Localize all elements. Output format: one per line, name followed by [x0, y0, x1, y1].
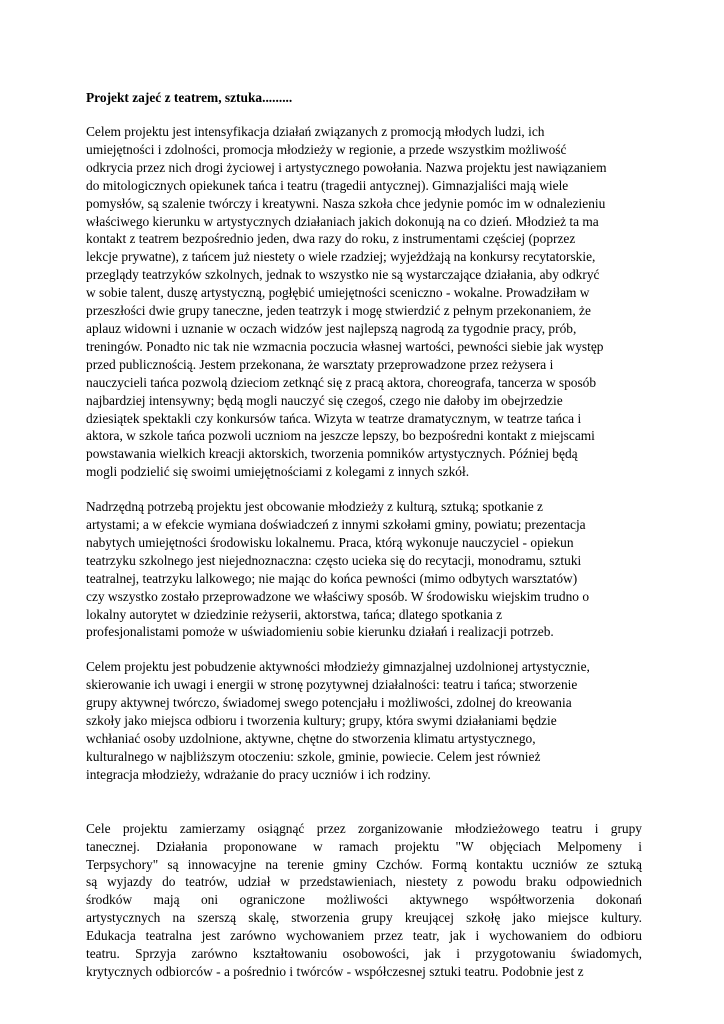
text-line: w sobie talent, duszę artystyczną, pogłębić umiejętności sceniczno - wokalne. Prowadziłam w: [86, 285, 590, 301]
text-line: artystami; a w efekcie wymiana doświadczeń z innymi szkołami gminy, powiatu; prezentacja: [86, 517, 586, 533]
text-line: aktora, w szkole tańca pozwoli uczniom na jeszcze lepszy, bo bezpośredni kontakt z miejscami: [86, 428, 595, 444]
paragraph-4: [86, 820, 642, 981]
document-title: Projekt zajeć z teatrem, sztuka.........: [86, 90, 293, 105]
text-line: teatru. Sprzyja zarówno kształtowaniu osobowości, jak i przygotowaniu świadomych,: [86, 946, 642, 962]
text-line: kulturalnego w najbliższym otoczeniu: szkole, gminie, powiecie. Celem jest również: [86, 748, 541, 764]
text-line: odkrycia przez nich drogi życiowej i artystycznego powołania. Nazwa projektu jest nawiązaniem: [86, 159, 607, 175]
text-line: Edukacja teatralna jest zarówno wychowaniem przez teatr, jak i wychowaniem do odbioru: [86, 928, 642, 944]
text-line: teatrzyku szkolnego jest niejednoznaczna: często ucieka się do recytacji, monodramu, sztuki: [86, 552, 582, 568]
text-line: teatralnej, teatrzyku lalkowego; nie mając do końca pewności (mimo odbytych warsztatów): [86, 570, 578, 586]
text-line: dziesiątek spektakli czy konkursów tańca. Wizyta w teatrze dramatycznym, w teatrze tańca i: [86, 410, 582, 426]
text-line: aplauz widowni i uznanie w oczach widzów jest najlepszą nagrodą za tygodnie pracy, prób,: [86, 320, 577, 336]
text-line: lokalny autorytet w dziedzinie reżyserii, aktorstwa, tańca; dlatego spotkania z: [86, 606, 503, 622]
text-line: lekcje prywatne), z tańcem już niestety o wiele rzadziej; wyjeżdżają na konkursy recytatorskie,: [86, 249, 596, 265]
text-line: właściwego kierunku w artystycznych działaniach jakich dokonują na co dzień. Młodzież ta ma: [86, 213, 599, 229]
text-line: krytycznych odbiorców - a pośrednio i twórców - współczesnej sztuki teatru. Podobnie jest z: [86, 963, 584, 979]
text-line: mogli podzielić się swoimi umiejętnościami z kolegami z innych szkół.: [86, 464, 470, 480]
text-line: najbardziej intensywny; będą mogli nauczyć się czegoś, czego nie dałoby im obejrzedzie: [86, 392, 563, 408]
text-line: wchłaniać osoby uzdolnione, aktywne, chętne do stworzenia klimatu artystycznego,: [86, 731, 536, 746]
paragraph-1: [86, 123, 642, 481]
text-line: artystycznych na szerszą skalę, stworzenia grupy kreującej szkołę jako miejsce kultury.: [86, 910, 642, 926]
text-line: treningów. Ponadto nic tak nie wzmacnia poczucia własnej wartości, pewności siebie jak występ: [86, 338, 604, 354]
text-line: czy wszystko zostało przeprowadzone we właściwy sposób. W środowisku wiejskim trudno o: [86, 588, 590, 604]
text-line: Celem projektu jest intensyfikacja działań związanych z promocją młodych ludzi, ich: [86, 124, 545, 139]
text-line: przeszłości dwie grupy taneczne, jeden teatrzyk i mogę stwierdzić z pełnym przekonaniem, że: [86, 303, 591, 319]
text-line: skierowanie ich uwagi i energii w stronę pozytywnej działalności: teatru i tańca; stworzenie: [86, 677, 578, 693]
paragraph-2: [86, 498, 642, 641]
text-line: środków mają oni ograniczone możliwości aktywnego współtworzenia dokonań: [86, 892, 642, 908]
text-line: przed publicznością. Jestem przekonana, że warsztaty przeprowadzone przez reżysera i: [86, 356, 554, 372]
text-line: kontakt z teatrem bezpośrednio jeden, dwa razy do roku, z instrumentami częściej (poprzez: [86, 231, 576, 247]
text-line: są wyjazdy do teatrów, udział w przedstawieniach, niestety z powodu braku odpowiednich: [86, 874, 642, 890]
text-line: profesjonalistami pomoże w uświadomieniu sobie kierunku działań i realizacji potrzeb.: [86, 624, 554, 640]
text-line: nabytych umiejętności środowisku lokalnemu. Praca, którą wykonuje nauczyciel - opiekun: [86, 534, 574, 550]
text-line: grupy aktywnej twórczo, świadomej swego potencjału i możliwości, zdolnej do kreowania: [86, 695, 572, 711]
text-line: integracja młodzieży, wdrażanie do pracy uczniów i ich rodziny.: [86, 766, 431, 782]
text-line: Celem projektu jest pobudzenie aktywności młodzieży gimnazjalnej uzdolnionej artystycznie,: [86, 659, 590, 675]
text-line: Cele projektu zamierzamy osiągnąć przez zorganizowanie młodzieżowego teatru i grupy: [86, 820, 642, 836]
document-body: [86, 90, 642, 981]
text-line: tanecznej. Działania proponowane w ramach projektu "W objęciach Melpomeny i: [86, 838, 642, 854]
text-line: umiejętności i zdolności, promocja młodzieży w regionie, a przede wszystkim możliwość: [86, 141, 567, 157]
text-line: pomysłów, są szalenie twórczy i kreatywni. Nasza szkoła chce jedynie pomóc im w odnalezieniu: [86, 195, 606, 211]
text-line: Terpsychory" są innowacyjne na terenie gminy Czchów. Formą kontaktu uczniów ze sztuką: [86, 856, 642, 872]
text-line: szkoły jako miejsca odbioru i tworzenia kultury; grupy, która swymi działaniami będzie: [86, 713, 557, 729]
text-line: powstawania wielkich kreacji aktorskich, tworzenia pomników artystycznych. Później będą: [86, 446, 578, 462]
text-line: przeglądy teatrzyków szkolnych, jednak to wszystko nie są wystarczające działania, aby odkryć: [86, 267, 600, 283]
paragraph-3: [86, 658, 642, 783]
text-line: do mitologicznych opiekunek tańca i teatru (tragedii antycznej). Gimnazjaliści mają wiele: [86, 177, 569, 193]
text-line: nauczycieli tańca pozwolą dzieciom zetknąć się z pracą aktora, choreografa, tancerza w sposób: [86, 374, 597, 390]
text-line: Nadrzędną potrzebą projektu jest obcowanie młodzieży z kulturą, sztuką; spotkanie z: [86, 499, 543, 515]
